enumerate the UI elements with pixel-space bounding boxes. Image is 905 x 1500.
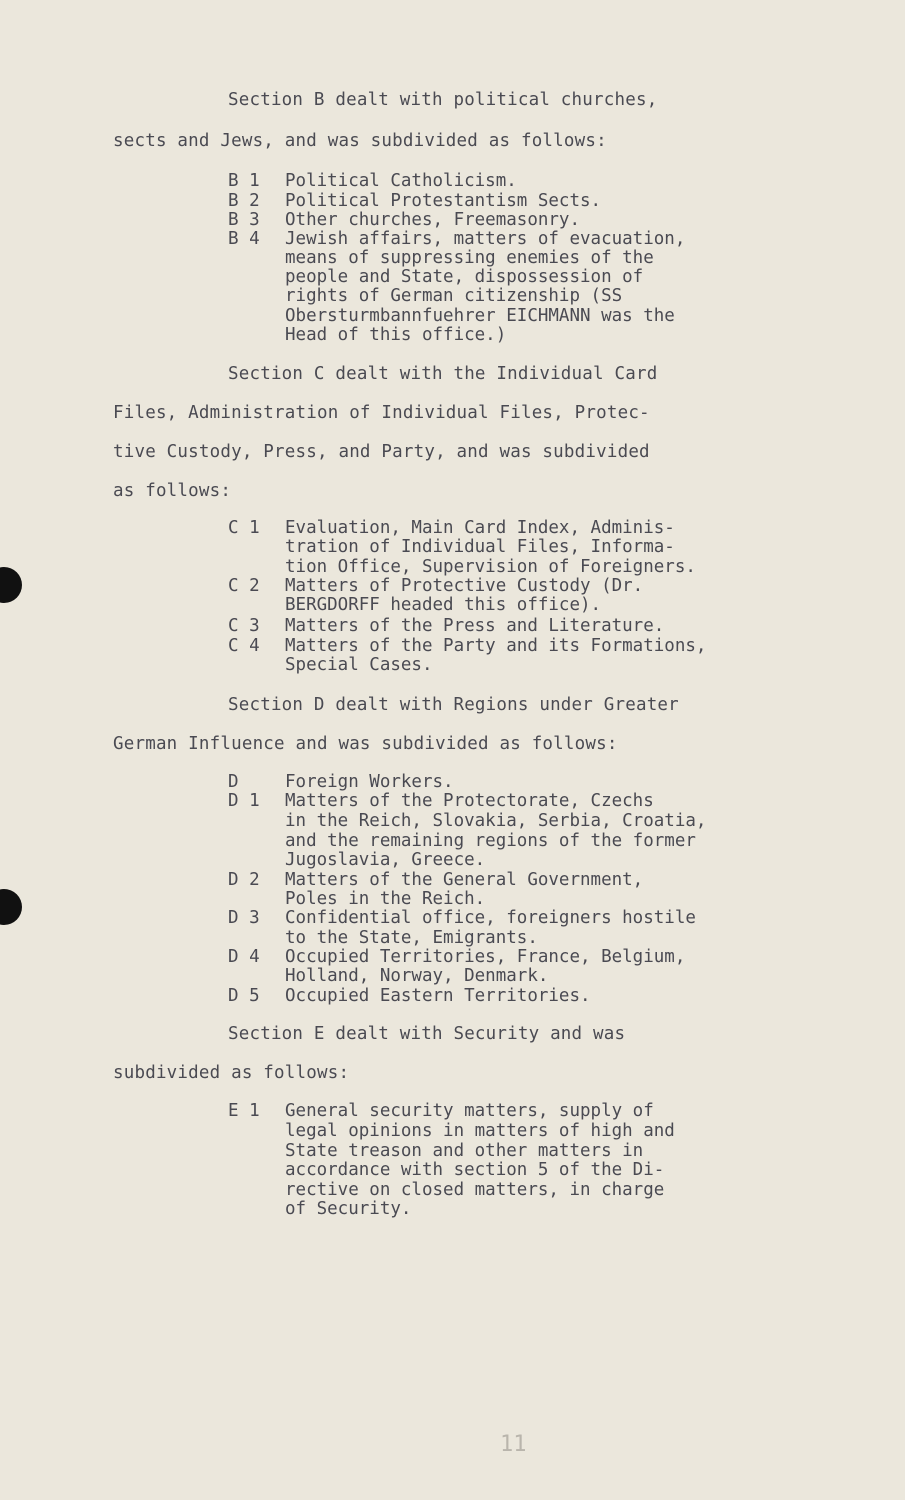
subsection-text: Matters of Protective Custody (Dr.: [285, 576, 644, 596]
subsection-text: of Security.: [285, 1199, 412, 1219]
paragraph-line: Section C dealt with the Individual Card: [228, 364, 658, 384]
subsection-text: legal opinions in matters of high and: [285, 1121, 675, 1141]
subsection-text: Poles in the Reich.: [285, 889, 486, 909]
subsection-code: E 1: [228, 1101, 260, 1121]
subsection-text: rights of German citizenship (SS: [285, 286, 623, 306]
subsection-code: B 4: [228, 229, 260, 249]
subsection-text: people and State, dispossession of: [285, 267, 644, 287]
subsection-text: Evaluation, Main Card Index, Adminis-: [285, 518, 675, 538]
subsection-text: Foreign Workers.: [285, 772, 454, 792]
paragraph-line: as follows:: [113, 481, 232, 501]
subsection-text: BERGDORFF headed this office).: [285, 595, 602, 615]
subsection-text: Matters of the Press and Literature.: [285, 616, 665, 636]
subsection-text: Jewish affairs, matters of evacuation,: [285, 229, 686, 249]
subsection-text: rective on closed matters, in charge: [285, 1180, 665, 1200]
subsection-code: D 2: [228, 870, 260, 890]
subsection-code: B 3: [228, 210, 260, 230]
subsection-text: Confidential office, foreigners hostile: [285, 908, 696, 928]
subsection-text: Matters of the Protectorate, Czechs: [285, 791, 654, 811]
subsection-code: D 4: [228, 947, 260, 967]
subsection-code: B 2: [228, 191, 260, 211]
subsection-code: D: [228, 772, 239, 792]
subsection-text: General security matters, supply of: [285, 1101, 654, 1121]
paragraph-line: sects and Jews, and was subdivided as follows:: [113, 131, 607, 151]
subsection-text: Matters of the General Government,: [285, 870, 644, 890]
subsection-code: C 1: [228, 518, 260, 538]
subsection-text: Matters of the Party and its Formations,: [285, 636, 707, 656]
subsection-text: Occupied Eastern Territories.: [285, 986, 591, 1006]
punch-hole: [0, 889, 22, 925]
subsection-text: Holland, Norway, Denmark.: [285, 966, 549, 986]
paragraph-line: Section E dealt with Security and was: [228, 1024, 626, 1044]
subsection-code: C 4: [228, 636, 260, 656]
subsection-text: Head of this office.): [285, 325, 507, 345]
subsection-text: in the Reich, Slovakia, Serbia, Croatia,: [285, 811, 707, 831]
subsection-text: Political Catholicism.: [285, 171, 517, 191]
subsection-code: B 1: [228, 171, 260, 191]
subsection-text: tration of Individual Files, Informa-: [285, 537, 675, 557]
subsection-code: C 2: [228, 576, 260, 596]
subsection-code: C 3: [228, 616, 260, 636]
paragraph-line: Files, Administration of Individual Files, Protec-: [113, 403, 650, 423]
subsection-code: D 1: [228, 791, 260, 811]
subsection-text: State treason and other matters in: [285, 1141, 644, 1161]
page-number: 11: [500, 1432, 527, 1457]
subsection-text: means of suppressing enemies of the: [285, 248, 654, 268]
subsection-text: Other churches, Freemasonry.: [285, 210, 581, 230]
paragraph-line: Section D dealt with Regions under Greater: [228, 695, 679, 715]
punch-hole: [0, 567, 22, 603]
paragraph-line: subdivided as follows:: [113, 1063, 350, 1083]
subsection-text: Special Cases.: [285, 655, 433, 675]
subsection-text: Occupied Territories, France, Belgium,: [285, 947, 686, 967]
paragraph-line: German Influence and was subdivided as follows:: [113, 734, 618, 754]
subsection-text: tion Office, Supervision of Foreigners.: [285, 557, 696, 577]
paragraph-line: Section B dealt with political churches,: [228, 90, 658, 110]
paragraph-line: tive Custody, Press, and Party, and was subdivided: [113, 442, 650, 462]
subsection-text: accordance with section 5 of the Di-: [285, 1160, 665, 1180]
subsection-code: D 5: [228, 986, 260, 1006]
subsection-text: and the remaining regions of the former: [285, 831, 696, 851]
subsection-text: to the State, Emigrants.: [285, 928, 538, 948]
subsection-code: D 3: [228, 908, 260, 928]
subsection-text: Political Protestantism Sects.: [285, 191, 602, 211]
subsection-text: Obersturmbannfuehrer EICHMANN was the: [285, 306, 675, 326]
subsection-text: Jugoslavia, Greece.: [285, 850, 486, 870]
